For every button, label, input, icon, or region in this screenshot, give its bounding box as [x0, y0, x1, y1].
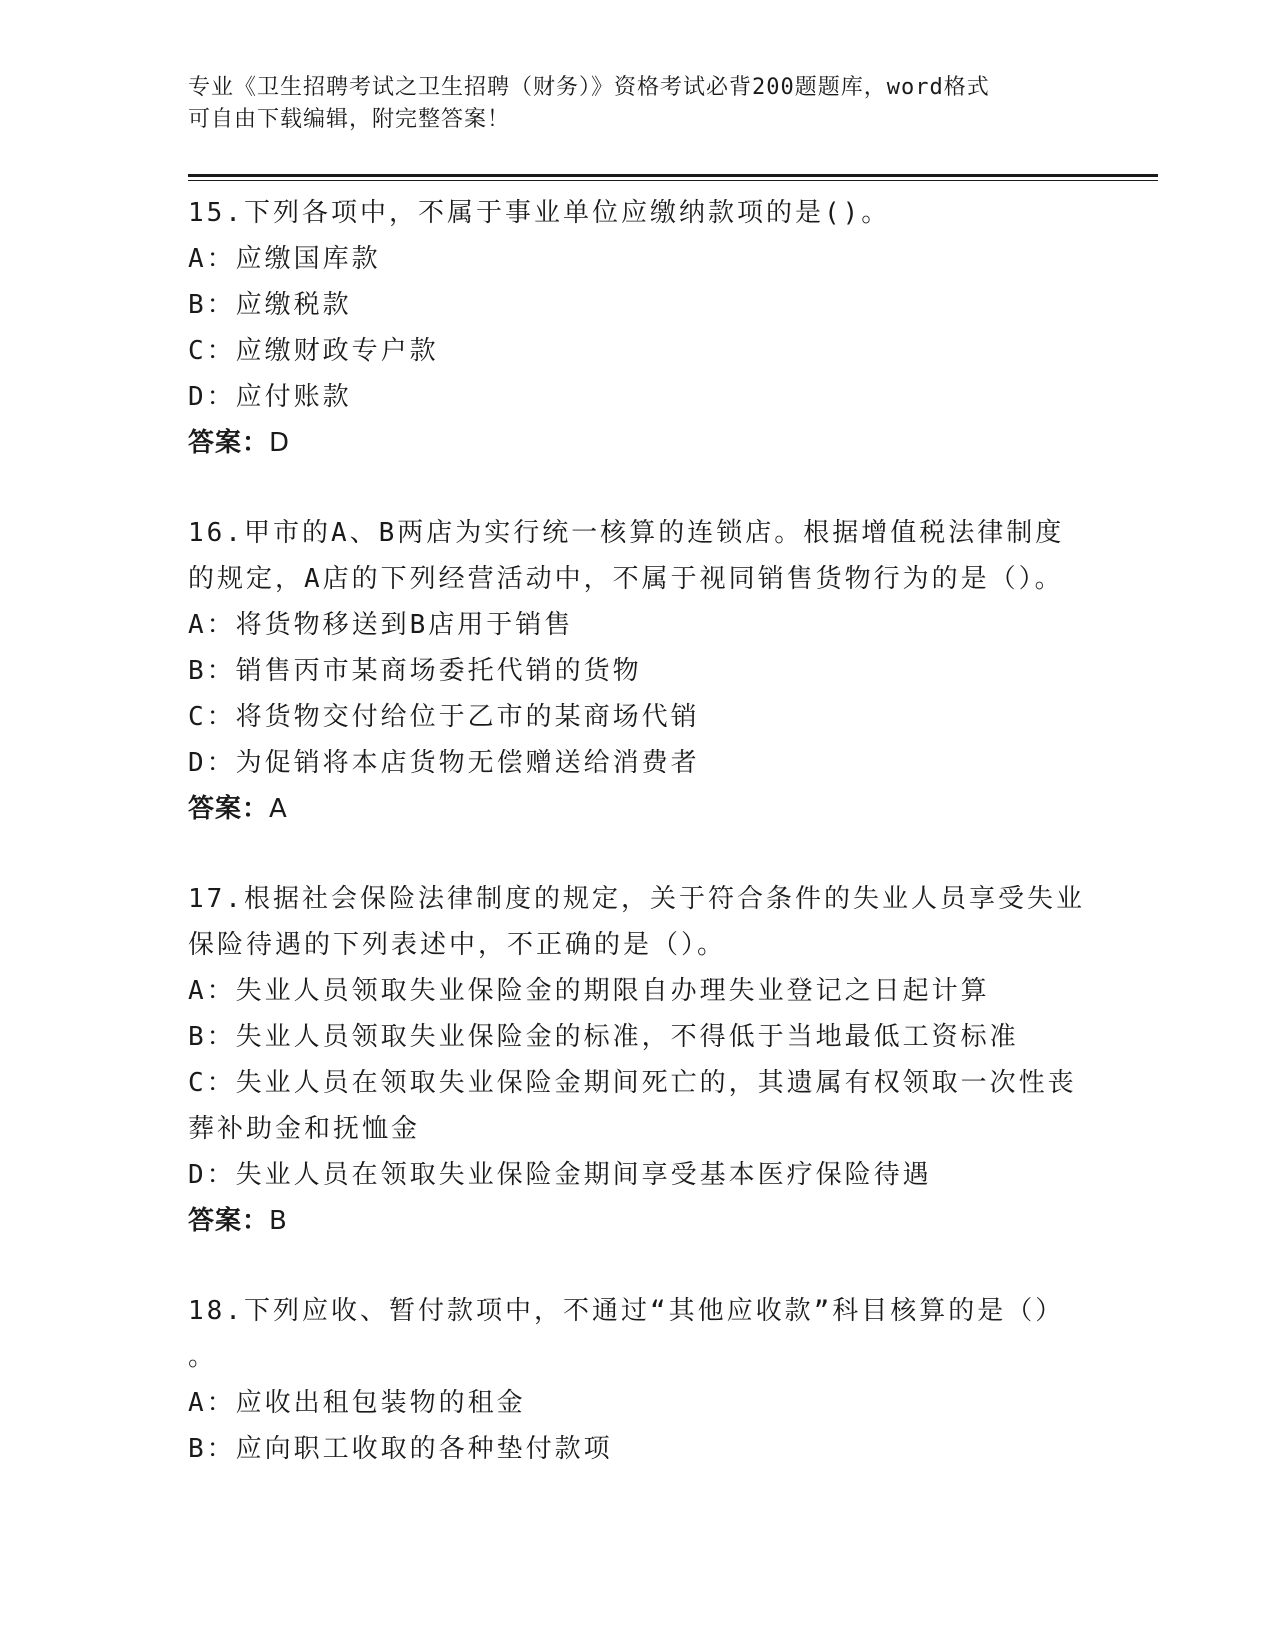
answer-line	[188, 1198, 1088, 1244]
question-16	[188, 510, 1088, 832]
answer-value: B	[269, 1206, 288, 1236]
answer-value: A	[269, 794, 288, 824]
option-d: D：失业人员在领取失业保险金期间享受基本医疗保险待遇	[188, 1160, 932, 1190]
option-d: D：应付账款	[188, 382, 352, 412]
option-c: C：应缴财政专户款	[188, 336, 439, 366]
header-divider-thick	[188, 174, 1158, 177]
option-c-line-2: 葬补助金和抚恤金	[188, 1114, 421, 1144]
header-line-2: 可自由下载编辑，附完整答案！	[188, 107, 511, 132]
question-stem-line-2: 的规定，A店的下列经营活动中，不属于视同销售货物行为的是（）。	[188, 564, 1064, 594]
answer-label: 答案：	[188, 1206, 270, 1236]
question-stem: 15.下列各项中，不属于事业单位应缴纳款项的是()。	[188, 198, 891, 228]
question-stem-line-1: 18.下列应收、暂付款项中，不通过“其他应收款”科目核算的是（）	[188, 1296, 1065, 1326]
answer-label: 答案：	[188, 428, 270, 458]
question-stem-line-1: 17.根据社会保险法律制度的规定，关于符合条件的失业人员享受失业	[188, 884, 1085, 914]
question-17	[188, 876, 1088, 1244]
header-divider-thin	[188, 180, 1158, 181]
document-header	[188, 72, 1088, 136]
answer-line	[188, 786, 1088, 832]
option-b: B：失业人员领取失业保险金的标准，不得低于当地最低工资标准	[188, 1022, 1019, 1052]
answer-label: 答案：	[188, 794, 270, 824]
option-a: A：应缴国库款	[188, 244, 381, 274]
question-15	[188, 190, 1088, 466]
answer-line	[188, 420, 1088, 466]
option-c-line-1: C：失业人员在领取失业保险金期间死亡的，其遗属有权领取一次性丧	[188, 1068, 1077, 1098]
header-line-1: 专业《卫生招聘考试之卫生招聘（财务）》资格考试必背200题题库，word格式	[188, 75, 990, 100]
option-a: A：应收出租包装物的租金	[188, 1388, 526, 1418]
question-stem-line-1: 16.甲市的A、B两店为实行统一核算的连锁店。根据增值税法律制度	[188, 518, 1065, 548]
question-list	[188, 190, 1088, 1516]
option-a: A：将货物移送到B店用于销售	[188, 610, 574, 640]
question-stem-line-2: 。	[188, 1342, 218, 1372]
option-b: B：应向职工收取的各种垫付款项	[188, 1434, 613, 1464]
answer-value: D	[269, 428, 291, 458]
option-a: A：失业人员领取失业保险金的期限自办理失业登记之日起计算	[188, 976, 990, 1006]
option-b: B：应缴税款	[188, 290, 352, 320]
question-stem-line-2: 保险待遇的下列表述中，不正确的是（）。	[188, 930, 727, 960]
option-c: C：将货物交付给位于乙市的某商场代销	[188, 702, 700, 732]
question-18	[188, 1288, 1088, 1472]
option-b: B：销售丙市某商场委托代销的货物	[188, 656, 642, 686]
option-d: D：为促销将本店货物无偿赠送给消费者	[188, 748, 700, 778]
